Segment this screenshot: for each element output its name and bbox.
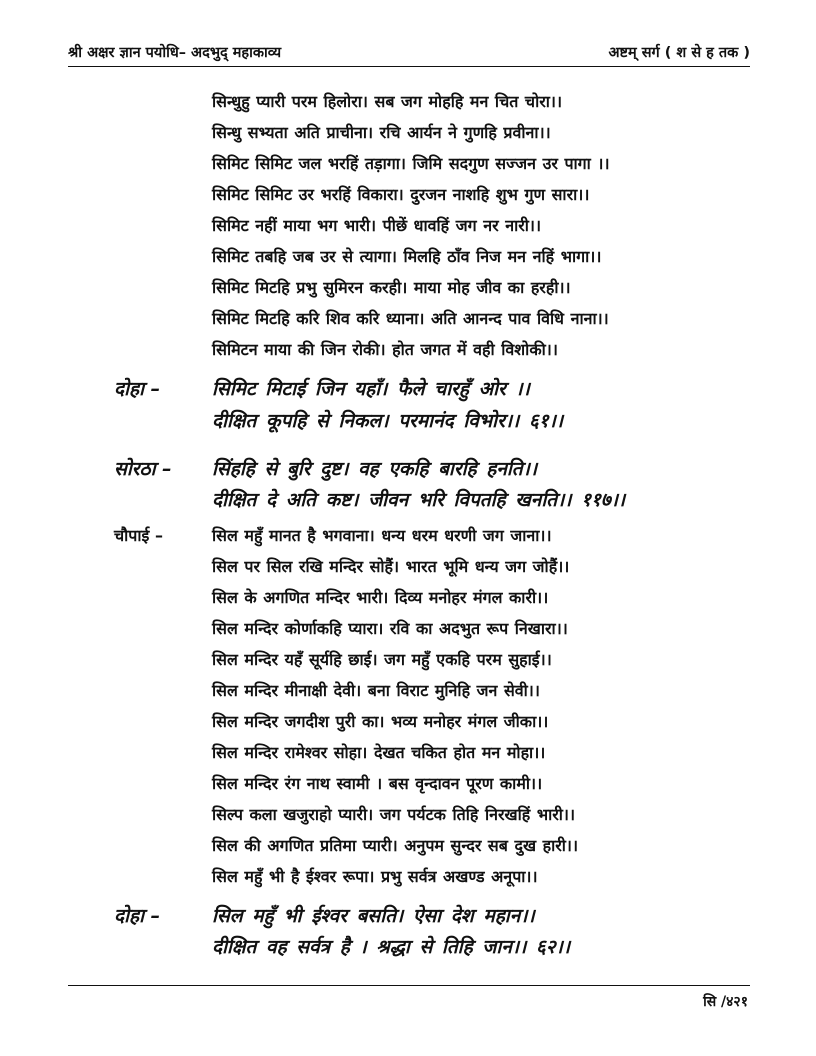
page-number: सि /४२१ [703,994,748,1010]
chapter-title: अष्टम् सर्ग ( श से ह तक ) [608,45,750,61]
verse-line: सिमिटन माया की जिन रोकी। होत जगत में वही विशोकी।। [212,340,558,359]
doha-label: दोहा – [114,378,161,400]
doha-label: दोहा – [114,905,161,927]
verse-line: सिल मन्दिर जगदीश पुरी का। भव्य मनोहर मंगल जीका।। [212,712,549,731]
verse-line: सिमिट सिमिट उर भरहिं विकारा। दुरजन नाशहि शुभ गुण सारा।। [212,185,590,204]
doha-line: दीक्षित कूपहि से निकल। परमानंद विभोर।। ६१।। [212,410,564,432]
verse-line: सिमिट मिटहि प्रभु सुमिरन करही। माया मोह जीव का हरही।। [212,278,571,297]
verse-line: सिल्प कला खजुराहो प्यारी। जग पर्यटक तिहि निरखहिं भारी।। [212,805,576,824]
verse-line: सिमिट तबहि जब उर से त्यागा। मिलहि ठाँव निज मन नहिं भागा।। [212,247,602,266]
verse-line: सिमिट मिटहि करि शिव करि ध्याना। अति आनन्द पाव विधि नाना।। [212,309,609,328]
soratha-line: सिंहहि से बुरि दुष्ट। वह एकहि बारहि हनति।। [212,458,538,480]
soratha-label: सोरठा – [114,458,172,480]
doha-line: सिल महुँ भी ईश्वर बसति। ऐसा देश महान।। [212,905,535,927]
verse-line: सिन्धु सभ्यता अति प्राचीना। रचि आर्यन ने गुणहि प्रवीना।। [212,123,551,142]
doha-line: सिमिट मिटाई जिन यहाँ। फैले चारहुँ ओर ।। [212,378,530,400]
verse-line: सिल मन्दिर मीनाक्षी देवी। बना विराट मुनिहि जन सेवी।। [212,681,540,700]
doha-line: दीक्षित वह सर्वत्र है । श्रद्धा से तिहि जान।। ६२।। [212,936,571,958]
verse-line: सिल मन्दिर रामेश्वर सोहा। देखत चकित होत मन मोहा।। [212,743,546,762]
footer-divider [68,985,750,986]
verse-line: सिल मन्दिर यहँ सूर्यहि छाई। जग महुँ एकहि परम सुहाई।। [212,650,552,669]
verse-line: सिल मन्दिर रंग नाथ स्वामी । बस वृन्दावन पूरण कामी।। [212,774,543,793]
verse-line: सिल मन्दिर कोर्णाकहि प्यारा। रवि का अदभुत रूप निखारा।। [212,619,568,638]
verse-line: सिल महुँ मानत है भगवाना। धन्य धरम धरणी जग जाना।। [212,526,552,545]
chaupai-label: चौपाई – [114,526,163,545]
verse-line: सिल की अगणित प्रतिमा प्यारी। अनुपम सुन्दर सब दुख हारी।। [212,836,579,855]
verse-line: सिन्धुहु प्यारी परम हिलोरा। सब जग मोहहि मन चित चोरा।। [212,92,563,111]
header-divider [68,66,750,67]
verse-line: सिल के अगणित मन्दिर भारी। दिव्य मनोहर मंगल कारी।। [212,588,549,607]
verse-line: सिल पर सिल रखि मन्दिर सोहैं। भारत भूमि धन्य जग जोहैं।। [212,557,570,576]
verse-line: सिल महुँ भी है ईश्वर रूपा। प्रभु सर्वत्र अखण्ड अनूपा।। [212,867,538,886]
book-title: श्री अक्षर ज्ञान पयोधि– अदभुद् महाकाव्य [68,45,282,61]
soratha-line: दीक्षित दे अति कष्ट। जीवन भरि विपतहि खनति।। ११७।। [212,489,626,511]
verse-line: सिमिट सिमिट जल भरहिं तड़ागा। जिमि सदगुण सज्जन उर पागा ।। [212,154,610,173]
verse-line: सिमिट नहीं माया भग भारी। पीछें धावहिं जग नर नारी।। [212,216,542,235]
